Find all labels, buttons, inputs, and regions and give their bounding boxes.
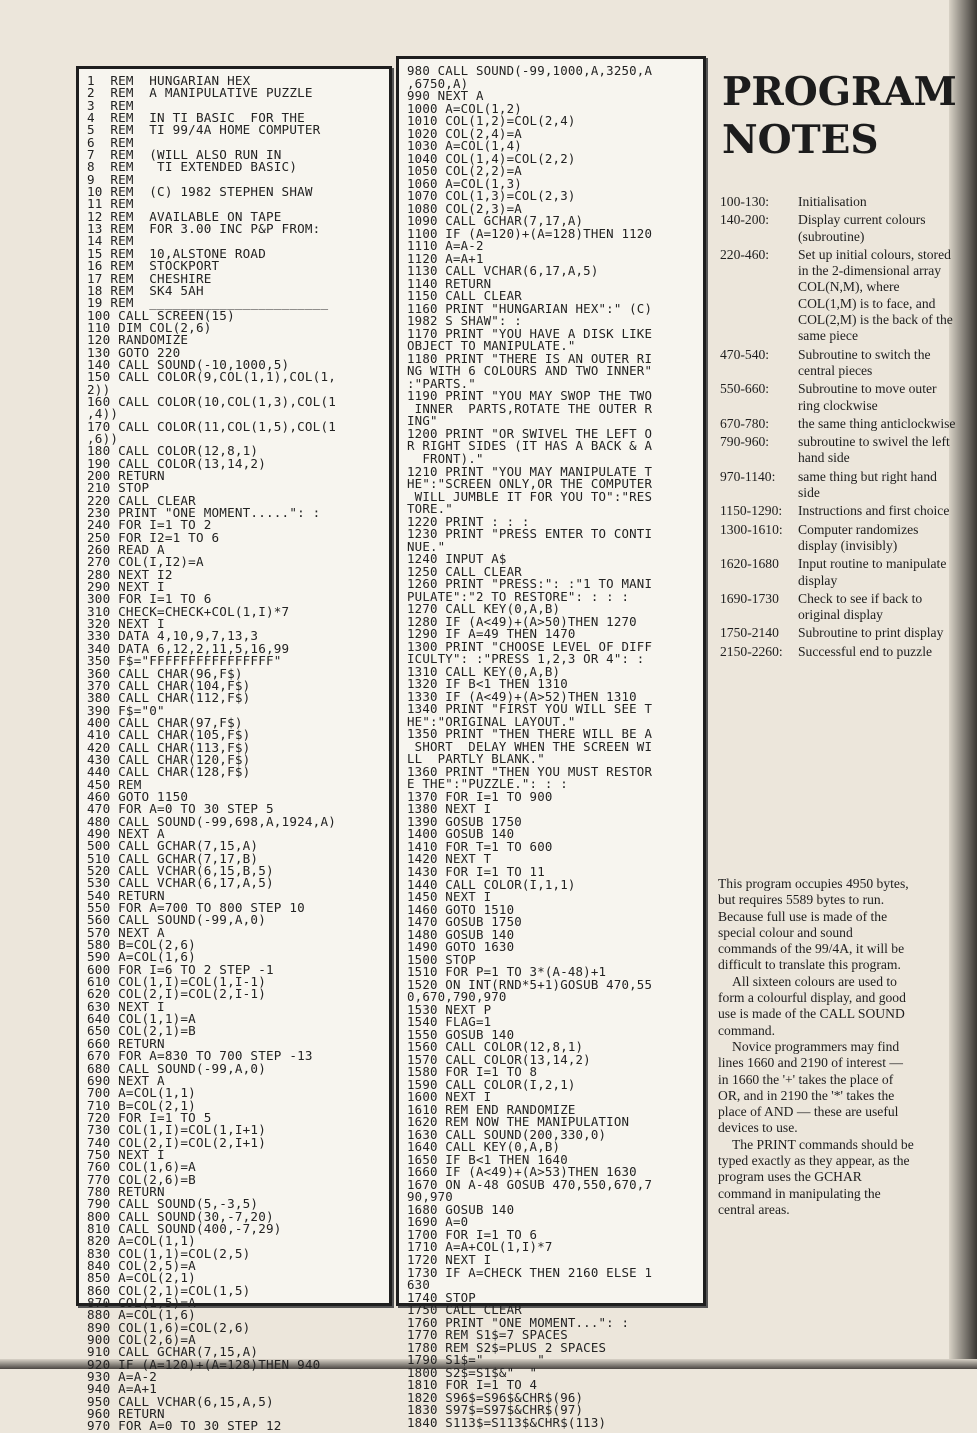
code-line: 18 REM SK4 5AH — [87, 282, 204, 298]
code-line: 350 F$="FFFFFFFFFFFFFFFF" — [87, 653, 282, 669]
code-line: 1550 GOSUB 140 — [407, 1026, 515, 1042]
code-line: 1280 IF (A<49)+(A>50)THEN 1270 — [407, 613, 637, 629]
code-line: 610 COL(1,I)=COL(1,I-1) — [87, 974, 266, 990]
code-line: 1190 PRINT "YOU MAY SWOP THE TWO — [407, 388, 653, 404]
code-line: 1720 NEXT I — [407, 1251, 492, 1267]
code-line: 1060 A=COL(1,3) — [407, 175, 522, 191]
code-line: 1490 GOTO 1630 — [407, 939, 515, 955]
code-line: 850 A=COL(2,1) — [87, 1270, 196, 1286]
code-line: 830 COL(1,1)=COL(2,5) — [87, 1245, 251, 1261]
description-paragraph: Novice programmers may find lines 1660 and 2190 of interest — in 1660 the '+' takes the place of OR, and in 2190 the '*' takes the place of AND — these are useful devices to use. — [718, 1038, 903, 1136]
code-line: 1810 FOR I=1 TO 4 — [407, 1377, 538, 1393]
code-line: 270 COL(I,I2)=A — [87, 554, 204, 570]
code-line: NG WITH 6 COLOURS AND TWO INNER" — [407, 363, 653, 379]
note-description: the same thing anticlockwise — [798, 415, 956, 431]
code-line: 1350 PRINT "THEN THERE WILL BE A — [407, 726, 653, 742]
code-line: 1340 PRINT "FIRST YOU WILL SEE T — [407, 701, 653, 717]
note-row — [720, 434, 960, 467]
note-line-range: 1300-1610: — [720, 521, 783, 537]
code-line: 1360 PRINT "THEN YOU MUST RESTOR — [407, 763, 653, 779]
code-line: 1710 A=A+COL(1,I)*7 — [407, 1239, 553, 1255]
note-row — [720, 212, 960, 245]
code-line: 810 CALL SOUND(400,-7,29) — [87, 1220, 282, 1236]
code-line: ,6750,A) — [407, 75, 469, 91]
note-description: Set up initial colours, stored in the 2-dimensional array COL(N,M), where COL(1,M) is to face, and COL(2,M) is the back of the same piece — [798, 246, 953, 344]
note-description: Subroutine to move outer ring clockwise — [798, 381, 937, 413]
code-line: 1680 GOSUB 140 — [407, 1201, 515, 1217]
code-line: 420 CALL CHAR(113,F$) — [87, 739, 251, 755]
code-line: 990 NEXT A — [407, 88, 484, 104]
code-line: 1530 NEXT P — [407, 1001, 492, 1017]
code-line: 140 CALL SOUND(-10,1000,5) — [87, 356, 290, 372]
code-line: 450 REM — [87, 776, 142, 792]
code-line: 1270 CALL KEY(0,A,B) — [407, 601, 561, 617]
code-line: 2 REM A MANIPULATIVE PUZZLE — [87, 85, 313, 101]
code-line: 12 REM AVAILABLE ON TAPE — [87, 208, 282, 224]
code-line: 190 CALL COLOR(13,14,2) — [87, 455, 266, 471]
code-line: 980 CALL SOUND(-99,1000,A,3250,A — [407, 63, 653, 78]
code-line: 760 COL(1,6)=A — [87, 1159, 196, 1175]
code-line: 1180 PRINT "THERE IS AN OUTER RI — [407, 350, 653, 366]
code-line: 530 CALL VCHAR(6,17,A,5) — [87, 875, 274, 891]
code-line: 440 CALL CHAR(128,F$) — [87, 764, 251, 780]
code-line: 1220 PRINT : : : — [407, 513, 530, 529]
code-line: 1460 GOTO 1510 — [407, 901, 515, 917]
note-description: Initialisation — [798, 194, 867, 209]
code-line: 200 RETURN — [87, 468, 165, 483]
code-line: 1630 CALL SOUND(200,330,0) — [407, 1126, 607, 1142]
code-line: 470 FOR A=0 TO 30 STEP 5 — [87, 801, 274, 817]
code-line: 210 STOP — [87, 480, 150, 496]
code-line: 100 CALL SCREEN(15) — [87, 307, 235, 323]
code-line: 390 F$="0" — [87, 702, 165, 718]
code-line: 410 CALL CHAR(105,F$) — [87, 727, 251, 743]
code-line: 310 CHECK=CHECK+COL(1,I)*7 — [87, 603, 290, 619]
code-line: 870 COL(1,5)=A — [87, 1295, 196, 1311]
code-line: 170 CALL COLOR(11,COL(1,5),COL(1 — [87, 418, 337, 434]
code-line: 1560 CALL COLOR(12,8,1) — [407, 1039, 584, 1055]
note-line-range: 670-780: — [720, 415, 770, 431]
code-line: 1300 PRINT "CHOOSE LEVEL OF DIFF — [407, 638, 653, 654]
code-line: FRONT)." — [407, 450, 484, 466]
description-paragraph: The PRINT commands should be typed exactly as they appear, as the program uses the GCHAR command in manipulating the central areas. — [718, 1136, 914, 1217]
note-line-range: 470-540: — [720, 346, 770, 362]
code-line: 600 FOR I=6 TO 2 STEP -1 — [87, 961, 274, 977]
code-line: 19 REM _______________________ — [87, 295, 329, 311]
code-line: 400 CALL CHAR(97,F$) — [87, 714, 243, 730]
code-line: 670 FOR A=830 TO 700 STEP -13 — [87, 1048, 313, 1064]
code-line: 630 — [407, 1277, 430, 1293]
code-line: :"PARTS." — [407, 375, 476, 391]
code-line: 300 FOR I=1 TO 6 — [87, 591, 212, 607]
code-line: 890 COL(1,6)=COL(2,6) — [87, 1319, 251, 1335]
code-line: 1430 FOR I=1 TO 11 — [407, 864, 545, 879]
code-line: 1100 IF (A=120)+(A=128)THEN 1120 — [407, 225, 653, 241]
code-line: 260 READ A — [87, 542, 165, 558]
code-line: 1760 PRINT "ONE MOMENT...": : — [407, 1314, 630, 1330]
note-line-range: 1150-1290: — [720, 503, 783, 519]
code-line: 750 NEXT I — [87, 1146, 165, 1162]
title-line-1: PROGRAM — [722, 69, 957, 115]
note-row — [720, 625, 960, 641]
code-line: 1420 NEXT T — [407, 851, 492, 867]
code-line: 840 COL(2,5)=A — [87, 1258, 196, 1273]
code-line: 380 CALL CHAR(112,F$) — [87, 690, 251, 706]
code-line: 580 B=COL(2,6) — [87, 937, 196, 953]
code-line: 8 REM TI EXTENDED BASIC) — [87, 159, 298, 175]
code-line: 940 A=A+1 — [87, 1381, 158, 1397]
code-line: 1170 PRINT "YOU HAVE A DISK LIKE — [407, 325, 653, 341]
code-line: 680 CALL SOUND(-99,A,0) — [87, 1060, 266, 1076]
code-line: 950 CALL VCHAR(6,15,A,5) — [87, 1393, 274, 1409]
title-line-2: NOTES — [722, 117, 879, 163]
code-line: 630 NEXT I — [87, 998, 165, 1014]
code-line: 1030 A=COL(1,4) — [407, 138, 522, 154]
code-line: 1160 PRINT "HUNGARIAN HEX":" (C) — [407, 300, 653, 316]
code-line: E THE":"PUZZLE.": : : — [407, 776, 568, 792]
note-description: Check to see if back to original display — [798, 590, 923, 623]
code-line: 1840 S113$=S113$&CHR$(113) — [407, 1414, 607, 1430]
code-line: 1020 COL(2,4)=A — [407, 125, 522, 141]
note-row — [720, 347, 960, 380]
code-line: 1800 S2$=S1$&" " — [407, 1364, 538, 1380]
code-line: 1440 CALL COLOR(I,1,1) — [407, 876, 576, 892]
code-line: 550 FOR A=700 TO 800 STEP 10 — [87, 900, 305, 916]
note-row — [720, 522, 960, 555]
code-line: 520 CALL VCHAR(6,15,B,5) — [87, 863, 274, 878]
code-line: 7 REM (WILL ALSO RUN IN — [87, 147, 282, 163]
note-row — [720, 469, 960, 502]
description-paragraph: This program occupies 4950 bytes, but requires 5589 bytes to run. Because full use is made of the special colour and sound commands of the 99/4A, it will be difficult to translate this program. — [718, 876, 909, 973]
note-description: subroutine to swivel the left hand side — [798, 434, 950, 466]
code-line: 17 REM CHESHIRE — [87, 270, 212, 286]
code-line: 160 CALL COLOR(10,COL(1,3),COL(1 — [87, 393, 337, 409]
code-line: 1 REM HUNGARIAN HEX — [87, 73, 251, 88]
code-line: 1540 FLAG=1 — [407, 1014, 492, 1030]
code-line: 540 RETURN — [87, 887, 165, 903]
note-description: Successful end to puzzle — [798, 643, 933, 659]
code-line: 860 COL(2,1)=COL(1,5) — [87, 1282, 251, 1298]
code-line: 1250 CALL CLEAR — [407, 563, 522, 579]
code-line: ,4)) — [87, 406, 119, 422]
code-line: 1620 REM NOW THE MANIPULATION — [407, 1114, 630, 1130]
code-line: 250 FOR I2=1 TO 6 — [87, 529, 220, 545]
code-line: 370 CALL CHAR(104,F$) — [87, 677, 251, 693]
code-line: 90,970 — [407, 1189, 453, 1205]
code-line: 730 COL(1,I)=COL(1,I+1) — [87, 1122, 266, 1138]
note-description: Subroutine to switch the central pieces — [798, 346, 931, 378]
code-line: 1770 REM S1$=7 SPACES — [407, 1327, 568, 1343]
code-line: 4 REM IN TI BASIC FOR THE — [87, 110, 305, 126]
code-line: 1000 A=COL(1,2) — [407, 100, 522, 116]
code-line: 320 NEXT I — [87, 616, 165, 632]
code-line: 500 CALL GCHAR(7,15,A) — [87, 838, 259, 854]
code-line: 1600 NEXT I — [407, 1089, 492, 1105]
code-line: 1820 S96$=S96$&CHR$(96) — [407, 1389, 584, 1405]
note-row — [720, 503, 960, 519]
code-line: 5 REM TI 99/4A HOME COMPUTER — [87, 122, 321, 138]
code-line: 1110 A=A-2 — [407, 238, 484, 254]
code-line: 900 COL(2,6)=A — [87, 1332, 196, 1348]
code-line: 1520 ON INT(RND*5+1)GOSUB 470,55 — [407, 976, 653, 992]
code-line: 560 CALL SOUND(-99,A,0) — [87, 912, 266, 928]
code-line: 280 NEXT I2 — [87, 566, 173, 582]
code-line: 1730 IF A=CHECK THEN 2160 ELSE 1 — [407, 1264, 653, 1280]
code-line: 710 B=COL(2,1) — [87, 1097, 196, 1113]
code-line: 880 A=COL(1,6) — [87, 1307, 196, 1323]
code-line: 360 CALL CHAR(96,F$) — [87, 665, 243, 681]
code-line: 570 NEXT A — [87, 924, 165, 940]
code-line: 1310 CALL KEY(0,A,B) — [407, 663, 561, 679]
code-line: 1080 COL(2,3)=A — [407, 200, 522, 216]
note-description: Instructions and first choice — [798, 503, 950, 519]
note-row — [720, 416, 960, 432]
code-line: 1650 IF B<1 THEN 1640 — [407, 1151, 568, 1167]
code-line: 1260 PRINT "PRESS:": :"1 TO MANI — [407, 576, 653, 592]
code-line: 1830 S97$=S97$&CHR$(97) — [407, 1402, 584, 1418]
code-line: 1740 STOP — [407, 1289, 476, 1305]
code-line: 330 DATA 4,10,9,7,13,3 — [87, 628, 259, 644]
code-line: 290 NEXT I — [87, 579, 165, 595]
code-line: 1580 FOR I=1 TO 8 — [407, 1064, 538, 1080]
code-line: 770 COL(2,6)=B — [87, 1171, 196, 1187]
code-line: 1150 CALL CLEAR — [407, 288, 522, 304]
note-description: same thing but right hand side — [798, 468, 937, 501]
code-line: 340 DATA 6,12,2,11,5,16,99 — [87, 640, 290, 656]
code-line: 650 COL(2,1)=B — [87, 1023, 196, 1039]
code-line: 1982 S SHAW": : — [407, 313, 522, 329]
line-range-notes — [720, 194, 960, 662]
program-notes-title — [722, 68, 957, 164]
code-line: 460 GOTO 1150 — [87, 788, 189, 804]
description-paragraph: All sixteen colours are used to form a colourful display, and good use is made of the CALL SOUND command. — [718, 973, 906, 1038]
code-line: 640 COL(1,1)=A — [87, 1011, 196, 1027]
code-line: 820 A=COL(1,1) — [87, 1233, 196, 1249]
note-row — [720, 247, 960, 345]
code-line: 1120 A=A+1 — [407, 250, 484, 266]
code-line: 1590 CALL COLOR(I,2,1) — [407, 1076, 576, 1092]
code-line: 9 REM — [87, 171, 134, 187]
code-line: SHORT DELAY WHEN THE SCREEN WI — [407, 738, 653, 754]
code-line: 15 REM 10,ALSTONE ROAD — [87, 245, 266, 261]
code-line: 120 RANDOMIZE — [87, 332, 189, 348]
code-line: WILL JUMBLE IT FOR YOU TO":"RES — [407, 488, 653, 504]
note-description: Subroutine to print display — [798, 625, 944, 641]
note-line-range: 2150-2260: — [720, 643, 783, 659]
code-line: 1690 A=0 — [407, 1214, 469, 1230]
code-line: R RIGHT SIDES (IT HAS A BACK & A — [407, 438, 653, 454]
code-line: OBJECT TO MANIPULATE." — [407, 338, 576, 354]
code-line: 790 CALL SOUND(5,-3,5) — [87, 1196, 259, 1212]
code-line: ICULTY": :"PRESS 1,2,3 OR 4": : — [407, 651, 645, 667]
program-description — [718, 876, 914, 1218]
code-line: 0,670,790,970 — [407, 989, 507, 1005]
code-line: 1140 RETURN — [407, 275, 492, 291]
code-line: 1640 CALL KEY(0,A,B) — [407, 1139, 561, 1155]
code-line: 1470 GOSUB 1750 — [407, 914, 522, 930]
code-line: 1290 IF A=49 THEN 1470 — [407, 626, 576, 642]
note-description: Input routine to manipulate display — [798, 556, 947, 588]
code-line: 700 A=COL(1,1) — [87, 1085, 196, 1101]
code-line: 1570 CALL COLOR(13,14,2) — [407, 1051, 591, 1067]
note-line-range: 220-460: — [720, 246, 770, 262]
code-line: 1790 S1$=" " — [407, 1352, 545, 1368]
code-line: 1750 CALL CLEAR — [407, 1302, 522, 1318]
code-line: 1050 COL(2,2)=A — [407, 163, 522, 179]
code-line: NUE." — [407, 538, 446, 554]
note-line-range: 550-660: — [720, 381, 770, 397]
code-line: 490 NEXT A — [87, 825, 165, 841]
code-line: 920 IF (A=120)+(A=128)THEN 940 — [87, 1356, 321, 1372]
code-line: 970 FOR A=0 TO 30 STEP 12 — [87, 1418, 282, 1433]
code-line: 590 A=COL(1,6) — [87, 949, 196, 965]
code-line: HE":"ORIGINAL LAYOUT." — [407, 713, 576, 729]
code-line: 1130 CALL VCHAR(6,17,A,5) — [407, 263, 599, 279]
code-line: 13 REM FOR 3.00 INC P&P FROM: — [87, 221, 321, 237]
code-line: 240 FOR I=1 TO 2 — [87, 517, 212, 533]
code-line: 1010 COL(1,2)=COL(2,4) — [407, 113, 576, 129]
code-line: 1090 CALL GCHAR(7,17,A) — [407, 213, 584, 229]
code-line: 3 REM — [87, 97, 134, 113]
code-line: 1660 IF (A<49)+(A>53)THEN 1630 — [407, 1164, 637, 1180]
code-line: 1450 NEXT I — [407, 889, 492, 905]
code-line: 1070 COL(1,3)=COL(2,3) — [407, 188, 576, 204]
code-line: ,6)) — [87, 430, 119, 446]
code-line: 1230 PRINT "PRESS ENTER TO CONTI — [407, 526, 653, 542]
code-line: 430 CALL CHAR(120,F$) — [87, 751, 251, 767]
code-line: 2)) — [87, 381, 111, 397]
code-line: 620 COL(2,I)=COL(2,I-1) — [87, 986, 266, 1002]
note-row — [720, 556, 960, 589]
note-row — [720, 644, 960, 660]
note-description: Display current colours (subroutine) — [798, 212, 926, 244]
code-line: 720 FOR I=1 TO 5 — [87, 1109, 212, 1125]
code-line: 930 A=A-2 — [87, 1369, 158, 1385]
code-line: 660 RETURN — [87, 1035, 165, 1051]
code-line: 800 CALL SOUND(30,-7,20) — [87, 1208, 274, 1224]
program-listing-right — [396, 56, 706, 1430]
code-line: PULATE":"2 TO RESTORE": : : : — [407, 588, 630, 604]
code-line: 910 CALL GCHAR(7,15,A) — [87, 1344, 259, 1360]
code-line: 6 REM — [87, 134, 134, 150]
code-line: 1370 FOR I=1 TO 900 — [407, 788, 553, 804]
code-line: 690 NEXT A — [87, 1072, 165, 1088]
code-line: 220 CALL CLEAR — [87, 492, 196, 508]
code-line: 10 REM (C) 1982 STEPHEN SHAW — [87, 184, 313, 200]
code-line: 1400 GOSUB 140 — [407, 826, 515, 842]
code-line: 110 DIM COL(2,6) — [87, 319, 212, 335]
code-line: 1320 IF B<1 THEN 1310 — [407, 676, 568, 692]
note-line-range: 1620-1680 — [720, 556, 779, 572]
code-line: TORE." — [407, 501, 453, 517]
code-line: 1610 REM END RANDOMIZE — [407, 1101, 576, 1117]
code-line: 1390 GOSUB 1750 — [407, 813, 522, 829]
code-line: 1510 FOR P=1 TO 3*(A-48)+1 — [407, 964, 607, 980]
code-line: 1040 COL(1,4)=COL(2,2) — [407, 150, 576, 166]
code-line: 230 PRINT "ONE MOMENT.....": : — [87, 505, 321, 521]
note-line-range: 790-960: — [720, 434, 770, 450]
code-line: 11 REM — [87, 196, 134, 212]
note-row — [720, 194, 960, 210]
code-line: 480 CALL SOUND(-99,698,A,1924,A) — [87, 813, 337, 829]
code-line: 1480 GOSUB 140 — [407, 926, 515, 942]
code-line: 14 REM — [87, 233, 134, 249]
code-line: 130 GOTO 220 — [87, 344, 181, 360]
note-row — [720, 591, 960, 624]
note-line-range: 100-130: — [720, 194, 770, 209]
code-line: 740 COL(2,I)=COL(2,I+1) — [87, 1134, 266, 1150]
code-line: 510 CALL GCHAR(7,17,B) — [87, 850, 259, 866]
code-line: 1780 REM S2$=PLUS 2 SPACES — [407, 1339, 607, 1355]
code-line: 1240 INPUT A$ — [407, 551, 507, 567]
code-line: 1670 ON A-48 GOSUB 470,550,670,7 — [407, 1176, 653, 1192]
note-line-range: 1750-2140 — [720, 625, 779, 641]
code-line: 180 CALL COLOR(12,8,1) — [87, 443, 259, 459]
note-row — [720, 381, 960, 414]
code-line: 1380 NEXT I — [407, 801, 492, 817]
code-line: INNER PARTS,ROTATE THE OUTER R — [407, 400, 653, 416]
code-line: 1330 IF (A<49)+(A>52)THEN 1310 — [407, 688, 637, 704]
code-line: HE":"SCREEN ONLY,OR THE COMPUTER — [407, 476, 653, 492]
note-description: Computer randomizes display (invisibly) — [798, 521, 919, 553]
code-line: 1410 FOR T=1 TO 600 — [407, 838, 553, 854]
code-line: 1700 FOR I=1 TO 6 — [407, 1226, 538, 1242]
code-line: 1200 PRINT "OR SWIVEL THE LEFT O — [407, 425, 653, 441]
code-line: 1210 PRINT "YOU MAY MANIPULATE T — [407, 463, 653, 479]
note-line-range: 970-1140: — [720, 468, 776, 484]
code-line: 960 RETURN — [87, 1406, 165, 1422]
note-line-range: 1690-1730 — [720, 590, 779, 606]
code-line: 16 REM STOCKPORT — [87, 258, 220, 274]
code-line: 780 RETURN — [87, 1183, 165, 1199]
code-line: 1500 STOP — [407, 951, 476, 967]
note-line-range: 140-200: — [720, 212, 770, 228]
program-listing-left — [76, 66, 392, 1433]
code-line: 150 CALL COLOR(9,COL(1,1),COL(1, — [87, 369, 337, 385]
code-line: ING" — [407, 413, 438, 429]
code-line: LL PARTLY BLANK." — [407, 751, 545, 767]
